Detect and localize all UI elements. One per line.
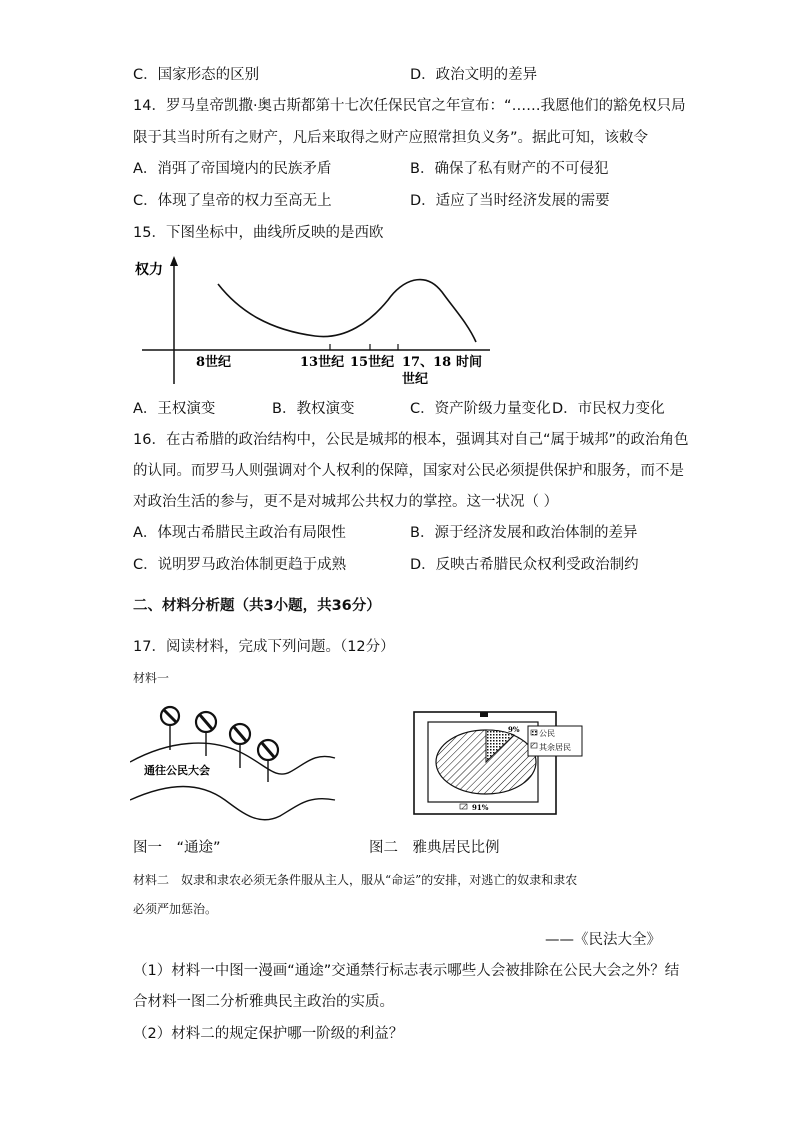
tick-label-century: 世纪 (402, 372, 429, 387)
tick-label-15c: 15世纪 (350, 355, 395, 370)
tick-label-17-18: 17、18 (402, 355, 452, 370)
q15-option-b: B．教权演变 (272, 401, 355, 417)
q15-option-a: A．王权演变 (133, 401, 216, 417)
q16-option-c: C．说明罗马政治体制更趋于成熟 (133, 557, 347, 573)
pie-label-citizens: 9% (508, 725, 520, 734)
section-heading: 二、材料分析题（共3小题，共36分） (133, 598, 381, 614)
q16-stem-line3: 对政治生活的参与，更不是对城邦公共权力的掌控。这一状况（ ） (133, 494, 559, 510)
tick-label-8c: 8世纪 (196, 355, 232, 370)
q16-option-b: B．源于经济发展和政治体制的差异 (410, 525, 638, 541)
q15-stem: 15．下图坐标中，曲线所反映的是西欧 (133, 225, 384, 241)
q14-option-c: C．体现了皇帝的权力至高无上 (133, 193, 332, 209)
y-axis-label: 权力 (135, 262, 163, 278)
q16-stem-line2: 的认同。而罗马人则强调对个人权利的保障，国家对公民必须提供保护和服务，而不是 (133, 463, 684, 479)
pie-label-others: 91% (472, 803, 489, 812)
q14-stem-line2: 限于其当时所有之财产，凡后来取得之财产应照常担负义务”。据此可知，该敕令 (133, 130, 649, 146)
series-power-curve (218, 280, 476, 342)
q14-option-b: B．确保了私有财产的不可侵犯 (410, 161, 609, 177)
x-axis-label: 时间 (456, 355, 483, 370)
figure1-road-cartoon (130, 700, 340, 830)
q14-stem-line1: 14．罗马皇帝凯撒·奥古斯都第十七次任保民官之年宣布：“……我愿他们的豁免权只局 (133, 98, 686, 114)
q17-stem: 17．阅读材料，完成下列问题。（12分） (133, 639, 395, 655)
material2-line2: 必须严加惩治。 (133, 902, 218, 916)
q13-option-c: C．国家形态的区别 (133, 67, 260, 83)
q15-option-c: C．资产阶级力量变化 (410, 401, 551, 417)
q17-sub2: （2）材料二的规定保护哪一阶级的利益？ (133, 1026, 404, 1042)
material2-line1: 材料二 奴隶和隶农必须无条件服从主人，服从“命运”的安排，对逃亡的奴隶和隶农 (133, 873, 578, 887)
legend-label-citizens: 公民 (539, 729, 555, 738)
q17-sub1-line1: （1）材料一中图一漫画“通途”交通禁行标志表示哪些人会被排除在公民大会之外？结 (133, 963, 680, 979)
q14-option-d: D．适应了当时经济发展的需要 (410, 193, 610, 209)
q13-option-d: D．政治文明的差异 (410, 67, 538, 83)
legend-label-others: 其余居民 (539, 743, 571, 752)
road-lower-edge (130, 787, 335, 820)
q15-option-d: D．市民权力变化 (552, 401, 665, 417)
figure2-caption: 图二 雅典居民比例 (369, 840, 500, 856)
q16-stem-line1: 16．在古希腊的政治结构中，公民是城邦的根本，强调其对自己“属于城邦”的政治角色 (133, 432, 689, 448)
power-curve-chart (130, 252, 510, 392)
legend-swatch-citizens (531, 730, 537, 735)
q16-option-d: D．反映古希腊民众权利受政治制约 (410, 557, 639, 573)
q14-option-a: A．消弭了帝国境内的民族矛盾 (133, 161, 332, 177)
road-label: 通往公民大会 (144, 764, 210, 777)
material1-label: 材料一 (133, 671, 170, 685)
y-axis-arrow (170, 256, 178, 266)
figure1-caption: 图一 “通途” (133, 840, 221, 856)
q16-option-a: A．体现古希腊民主政治有局限性 (133, 525, 346, 541)
legend-swatch-others (531, 743, 537, 748)
q17-sub1-line2: 合材料一图二分析雅典民主政治的实质。 (133, 994, 394, 1010)
figure2-pie-chart (412, 710, 592, 820)
tick-label-13c: 13世纪 (300, 355, 345, 370)
material2-source: ——《民法大全》 (545, 932, 661, 948)
